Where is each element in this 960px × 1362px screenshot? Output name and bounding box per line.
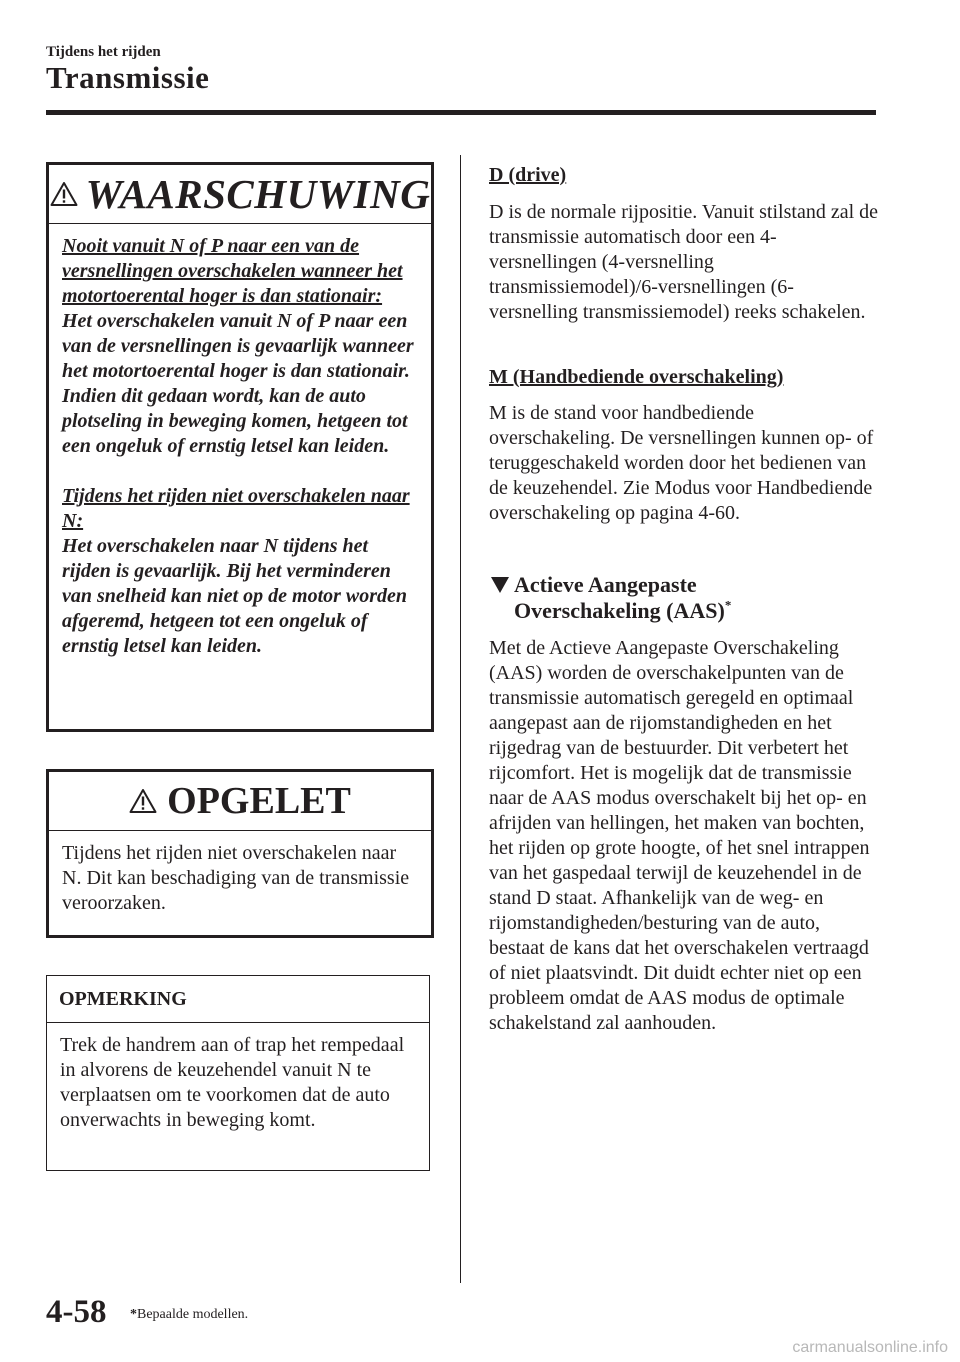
caution-box bbox=[46, 769, 434, 938]
chapter-title: Transmissie bbox=[46, 60, 210, 95]
watermark: carmanualsonline.info bbox=[792, 1339, 948, 1356]
warning-title: WAARSCHUWING bbox=[85, 171, 431, 217]
section-label: Tijdens het rijden bbox=[46, 44, 161, 60]
caution-triangle-icon bbox=[129, 788, 157, 814]
warning-item2-heading: Tijdens het rijden niet overschakelen naar N: bbox=[62, 485, 410, 532]
warning-box bbox=[46, 162, 434, 732]
warning-header bbox=[49, 165, 431, 224]
note-header bbox=[47, 976, 429, 1023]
column-divider bbox=[460, 155, 461, 1283]
aas-text: Met de Actieve Aangepaste Overschakeling (AAS) worden de overschakelpunten van de transmissie automatisch geregeld en optimaal aangepast aan de rijomstandigheden en het rijgedrag van de bestuurder. Dit verbetert het rijcomfort. Het is mogelijk dat de transmissie naar de AAS modus overschakelt bij het op- en afrijden van hellingen, het maken van bochten, het rijden op grote hoogte, of het snel intrappen van het gaspedaal terwijl de keuzehendel in de stand D staat. Afhankelijk van de weg- en rijomstandigheden/besturing van de auto, bestaat de kans dat het overschakelen vertraagd of niet plaatsvindt. Dit duidt echter niet op een probleem omdat de AAS modus de optimale schakelstand zal aanhouden. bbox=[489, 637, 870, 1034]
page-number: 4-58 bbox=[46, 1294, 107, 1330]
manual-heading: M (Handbediende overschakeling) bbox=[489, 366, 784, 388]
note-text: Trek de handrem aan of trap het rempedaal in alvorens de keuzehendel vanuit N te verplaatsen om te voorkomen dat de auto onverwachts in beweging komt. bbox=[60, 1034, 405, 1131]
warning-item2-text: Het overschakelen naar N tijdens het rijden is gevaarlijk. Bij het verminderen van snelheid kan niet op de motor worden afgeremd, hetgeen tot een ongeluk of ernstig letsel kan leiden. bbox=[62, 535, 408, 657]
footnote-text: Bepaalde modellen. bbox=[137, 1307, 249, 1322]
header-rule bbox=[46, 110, 876, 115]
warning-triangle-icon bbox=[50, 181, 78, 207]
warning-body bbox=[49, 224, 431, 671]
aas-heading-line2: Overschakeling (AAS) bbox=[514, 598, 725, 623]
drive-heading: D (drive) bbox=[489, 164, 567, 186]
note-title: OPMERKING bbox=[59, 987, 187, 1010]
warning-item1-text: Het overschakelen vanuit N of P naar een van de versnellingen is gevaarlijk wanneer het motortoerental hoger is dan stationair. Indien dit gedaan wordt, kan de auto plotseling in beweging komen, hetgeen tot een ongeluk of ernstig letsel kan leiden. bbox=[62, 310, 414, 457]
drive-text: D is de normale rijpositie. Vanuit stilstand zal de transmissie automatisch door een 4-versnellingen (4-versnelling transmissiemodel)/6-versnellingen (6-versnelling transmissiemodel) reeks schakelen. bbox=[489, 201, 879, 323]
aas-heading bbox=[489, 572, 879, 624]
caution-title: OPGELET bbox=[167, 780, 351, 822]
footnote bbox=[130, 1307, 248, 1323]
section-triangle-icon bbox=[491, 577, 509, 593]
aas-heading-line1: Actieve Aangepaste bbox=[514, 572, 697, 597]
footnote-mark: * bbox=[130, 1307, 137, 1322]
caution-text: Tijdens het rijden niet overschakelen naar N. Dit kan beschadiging van de transmissie veroorzaken. bbox=[62, 842, 410, 914]
caution-header bbox=[49, 772, 431, 831]
warning-item1-heading: Nooit vanuit N of P naar een van de versnellingen overschakelen wanneer het motortoerental hoger is dan stationair: bbox=[62, 235, 403, 307]
manual-text: M is de stand voor handbediende overschakeling. De versnellingen kunnen op- of teruggeschakeld worden door het bedienen van de keuzehendel. Zie Modus voor Handbediende overschakeling op pagina 4-60. bbox=[489, 402, 874, 524]
note-box bbox=[46, 975, 430, 1171]
aas-heading-mark: * bbox=[724, 597, 732, 613]
